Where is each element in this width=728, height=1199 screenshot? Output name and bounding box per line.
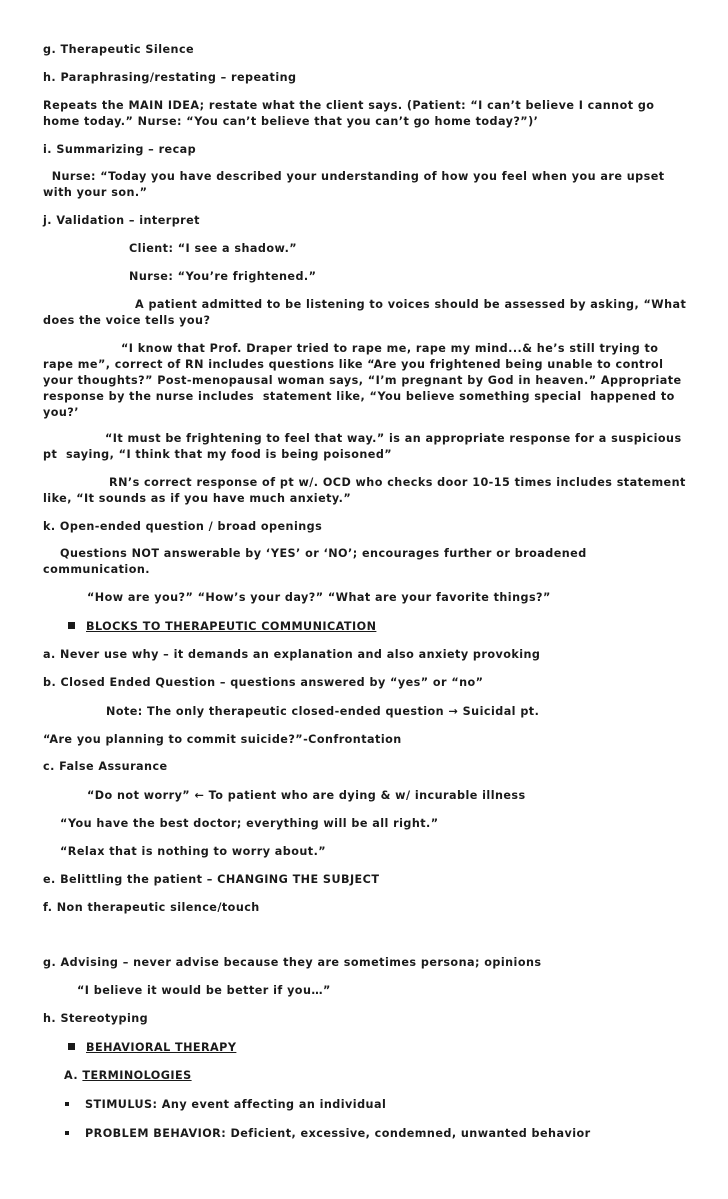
- section-blocks-title: BLOCKS TO THERAPEUTIC COMMUNICATION: [86, 620, 377, 633]
- false-assurance-example: [87, 788, 728, 804]
- section-behavioral-title: BEHAVIORAL THERAPY: [86, 1041, 237, 1054]
- open-ended-text-line1: Questions NOT answerable by ‘YES’ or ‘NO’; encourages further or broadened: [60, 547, 587, 560]
- heading-summarizing: i. Summarizing – recap: [43, 143, 197, 156]
- term-stimulus-text: STIMULUS: Any event affecting an individual: [85, 1098, 387, 1111]
- paraphrasing-text-line2: home today.” Nurse: “You can’t believe that you can’t go home today?”)’: [43, 115, 539, 128]
- block-false-assurance: c. False Assurance: [43, 760, 168, 773]
- closed-ended-note-target: Suicidal pt.: [462, 705, 540, 718]
- poisoned-text-line1: “It must be frightening to feel that way.” is an appropriate response for a suspicious: [105, 432, 682, 445]
- voices-text-line2: does the voice tells you?: [43, 314, 211, 327]
- draper-text-line3: your thoughts?” Post-menopausal woman says, “I’m pregnant by God in heaven.” Appropriate: [43, 374, 682, 387]
- heading-therapeutic-silence: g. Therapeutic Silence: [43, 43, 195, 56]
- closed-ended-note: [106, 704, 728, 720]
- section-behavioral-heading: [68, 1040, 718, 1056]
- terminologies-title: TERMINOLOGIES: [82, 1069, 192, 1082]
- draper-text-line4: response by the nurse includes statement like, “You believe something special happened to: [43, 390, 675, 403]
- confrontation-line: “Are you planning to commit suicide?”-Confrontation: [43, 733, 402, 746]
- heading-paraphrasing: h. Paraphrasing/restating – repeating: [43, 71, 297, 84]
- false-assurance-quote: “Do not worry”: [87, 789, 191, 802]
- arrow-left-icon: ←: [194, 789, 205, 802]
- paraphrasing-text-line1: Repeats the MAIN IDEA; restate what the client says. (Patient: “I can’t believe I cannot go: [43, 99, 655, 112]
- false-assurance-quote-2: “You have the best doctor; everything will be all right.”: [60, 817, 439, 830]
- summarizing-text-line1: Nurse: “Today you have described your understanding of how you feel when you are upset: [43, 170, 665, 183]
- draper-text-line1: “I know that Prof. Draper tried to rape me, rape my mind...& he’s still trying to: [121, 342, 659, 355]
- open-ended-examples: “How are you?” “How’s your day?” “What are your favorite things?”: [87, 591, 551, 604]
- square-bullet-icon: [68, 622, 75, 629]
- open-ended-text-line2: communication.: [43, 563, 150, 576]
- false-assurance-note: To patient who are dying & w/ incurable illness: [208, 789, 526, 802]
- draper-text-line5: you?’: [43, 406, 79, 419]
- ocd-text-line1: RN’s correct response of pt w/. OCD who checks door 10-15 times includes statement: [109, 476, 686, 489]
- term-problem-behavior-text: PROBLEM BEHAVIOR: Deficient, excessive, condemned, unwanted behavior: [85, 1127, 591, 1140]
- heading-validation: j. Validation – interpret: [43, 214, 200, 227]
- ocd-text-line2: like, “It sounds as if you have much anxiety.”: [43, 492, 352, 505]
- bullet-icon: [65, 1102, 69, 1106]
- block-stereotyping: h. Stereotyping: [43, 1012, 149, 1025]
- block-nontherapeutic-silence: f. Non therapeutic silence/touch: [43, 901, 260, 914]
- section-blocks-heading: [68, 619, 718, 635]
- block-never-use-why: a. Never use why – it demands an explanation and also anxiety provoking: [43, 648, 541, 661]
- advising-example: “I believe it would be better if you…”: [77, 984, 331, 997]
- term-stimulus: [65, 1097, 715, 1113]
- validation-nurse-line: Nurse: “You’re frightened.”: [129, 270, 317, 283]
- closed-ended-note-text: Note: The only therapeutic closed-ended question: [106, 705, 445, 718]
- arrow-right-icon: →: [448, 705, 459, 718]
- voices-text-line1: A patient admitted to be listening to voices should be assessed by asking, “What: [135, 298, 687, 311]
- square-bullet-icon: [68, 1043, 75, 1050]
- poisoned-text-line2: pt saying, “I think that my food is being poisoned”: [43, 448, 393, 461]
- bullet-icon: [65, 1131, 69, 1135]
- summarizing-text-line2: with your son.”: [43, 186, 148, 199]
- terminologies-heading: [64, 1068, 714, 1084]
- validation-client-line: Client: “I see a shadow.”: [129, 242, 298, 255]
- term-problem-behavior: [65, 1126, 715, 1142]
- block-advising: g. Advising – never advise because they are sometimes persona; opinions: [43, 956, 542, 969]
- list-letter: A.: [64, 1069, 79, 1082]
- block-closed-ended: b. Closed Ended Question – questions answered by “yes” or “no”: [43, 676, 484, 689]
- false-assurance-quote-3: “Relax that is nothing to worry about.”: [60, 845, 327, 858]
- draper-text-line2: rape me”, correct of RN includes questions like “Are you frightened being unable to control: [43, 358, 664, 371]
- heading-open-ended: k. Open-ended question / broad openings: [43, 520, 323, 533]
- block-belittling: e. Belittling the patient – CHANGING THE SUBJECT: [43, 873, 380, 886]
